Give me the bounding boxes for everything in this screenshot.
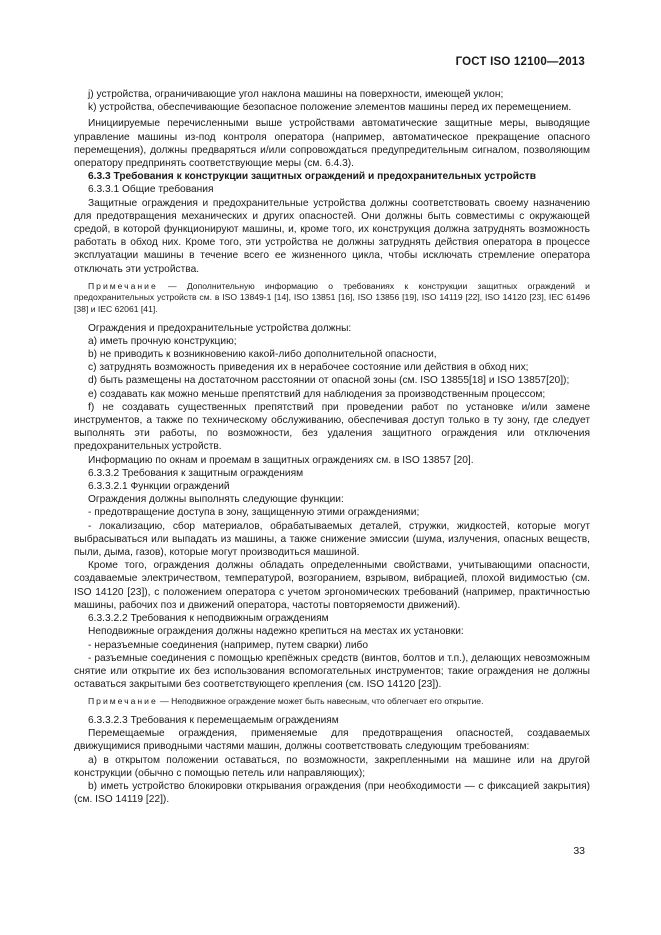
dash-item: - неразъемные соединения (например, путем сварки) либо: [88, 639, 369, 651]
note-text: — Дополнительную информацию о требованиях к конструкции защитных ограждений и предохранительных устройств см. в ISO 13849-1 [14], ISO 13851 [16], ISO 13856 [19], ISO 14119 [22], ISO 14120 [23], IEC 61496 [38] и IEC 62061 [41].: [74, 280, 590, 315]
subsection-heading: 6.3.3.1 Общие требования: [88, 184, 214, 196]
body-paragraph: Ограждения и предохранительные устройства должны:: [88, 322, 352, 334]
note-text: — Неподвижное ограждение может быть навесным, что облегчает его открытие.: [157, 696, 484, 707]
list-item-d: d) быть размещены на достаточном расстоянии от опасной зоны (см. ISO 13855[18] и ISO 13857[20]);: [88, 375, 570, 387]
body-paragraph: Ограждения должны выполнять следующие функции:: [88, 494, 344, 506]
note-label: Примечание: [88, 696, 158, 707]
note-label: Примечание: [88, 280, 158, 291]
note: [74, 696, 590, 708]
list-item-j: j) устройства, ограничивающие угол наклона машины на поверхности, имеющей уклон;: [88, 89, 504, 100]
document-body: [74, 88, 590, 806]
subsection-heading: 6.3.3.2.3 Требования к перемещаемым ограждениям: [88, 714, 339, 726]
list-item-b: b) не приводить к возникновению какой-либо дополнительной опасности,: [88, 349, 437, 361]
dash-item: - разъемные соединения с помощью крепёжных средств (винтов, болтов и т.п.), делающих невозможным снятие или открытие их без использования вспомогательных инструментов; такие ограждения не должны оставаться закрытыми без соответствующего крепления (см. ISO 14120 [23]).: [74, 652, 590, 691]
note: [74, 281, 590, 316]
list-item-a: a) в открытом положении оставаться, по возможности, закрепленными на машине или на другой конструкции (обычно с помощью петель или направляющих);: [74, 754, 590, 779]
list-item-c: c) затруднять возможность приведения их в нерабочее состояние или действия в обход них;: [88, 362, 529, 374]
body-paragraph: Информацию по окнам и проемам в защитных ограждениях см. в ISO 13857 [20].: [88, 454, 474, 466]
body-paragraph: Неподвижные ограждения должны надежно крепиться на местах их установки:: [88, 626, 464, 638]
list-item-k: k) устройства, обеспечивающие безопасное положение элементов машины перед их перемещением.: [88, 102, 572, 114]
subsection-heading: 6.3.3.2.1 Функции ограждений: [88, 481, 230, 493]
list-item-b: b) иметь устройство блокировки открывания ограждения (при необходимости — с фиксацией закрытия) (см. ISO 14119 [22]).: [74, 780, 590, 806]
list-item-f: f) не создавать существенных препятствий при проведении работ по установке и/или замене инструментов, а также по техническому обслуживанию, обеспечивая доступ только в ту зону, где следует выполнять эти работы, по возможности, без удаления защитного ограждения или отключения предохранительных устройств.: [74, 401, 590, 453]
dash-item: - локализацию, сбор материалов, обрабатываемых деталей, стружки, жидкостей, которые могут выбрасываться или выпадать из машины, а также снижение эмиссии (шума, излучения, опасных веществ, пыли, дыма, газов), которые могут производиться машиной.: [74, 520, 590, 559]
subsection-heading: 6.3.3.2.2 Требования к неподвижным ограждениям: [88, 613, 329, 625]
dash-item: - предотвращение доступа в зону, защищенную этими ограждениями;: [88, 507, 420, 519]
list-item-a: а) иметь прочную конструкцию;: [88, 335, 237, 347]
body-paragraph: Инициируемые перечисленными выше устройствами автоматические защитные меры, выводящие управление машины из-под контроля оператора (например, автоматическое прекращение опасного перемещения), должны предваряться и/или сопровождаться предупредительным сигналом, позволяющим оператору предпринять соответствующие меры (см. 6.4.3).: [74, 118, 590, 170]
document-header: ГОСТ ISO 12100—2013: [455, 56, 585, 68]
body-paragraph: Перемещаемые ограждения, применяемые для предотвращения опасностей, создаваемых движущимися приводными частями машин, должны соответствовать следующим требованиям:: [74, 728, 590, 753]
list-item-e: е) создавать как можно меньше препятствий для наблюдения за производственным процессом;: [88, 388, 546, 400]
section-heading: 6.3.3 Требования к конструкции защитных ограждений и предохранительных устройств: [88, 171, 536, 183]
subsection-heading: 6.3.3.2 Требования к защитным ограждениям: [88, 467, 304, 479]
page-number: 33: [573, 845, 585, 857]
body-paragraph: Защитные ограждения и предохранительные устройства должны соответствовать своему назначению для предотвращения механических и других опасностей. Они должны быть совместимы с окружающей средой, в которой функционируют машины, и, кроме того, их конструкция должна затруднять возможность работать в обход них. Кроме того, эти устройства не должны затруднять действия оператора в процессе эксплуатации машины в течение всего ее жизненного цикла, чтобы исключать стремление оператора отключать эти устройства.: [74, 197, 590, 275]
body-paragraph: Кроме того, ограждения должны обладать определенными свойствами, учитывающими опасности, создаваемые электричеством, температурой, возгоранием, взрывом, вибрацией, плохой видимостью (см. ISO 14120 [23]), с положением оператора с учетом эргономических требований (например, практичностью машины, рабочих поз и движений оператора, частоты повторяемости движений).: [74, 560, 590, 611]
